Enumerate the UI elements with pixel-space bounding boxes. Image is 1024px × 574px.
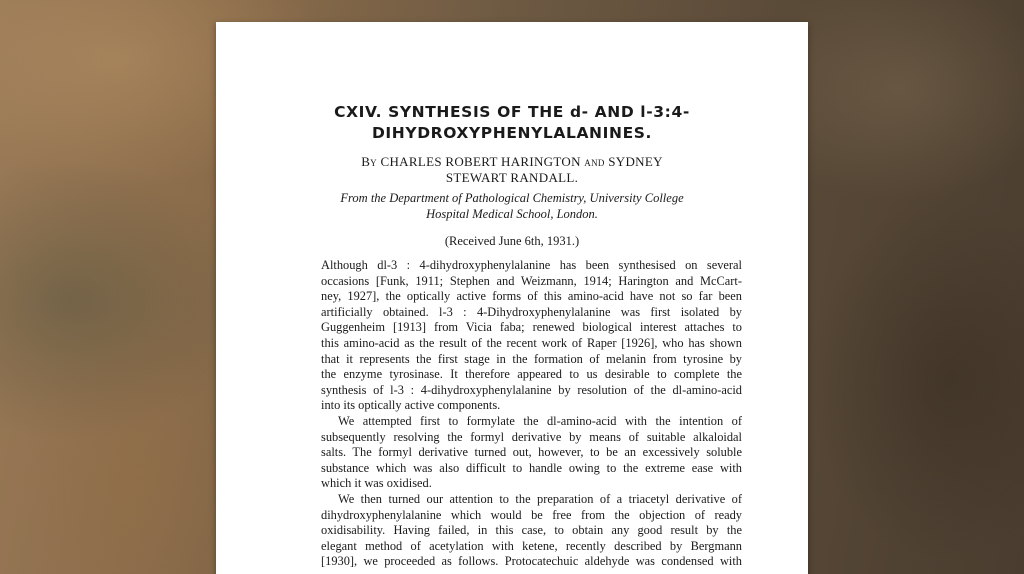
body-line: We attempted first to formylate the dl-amino-acid with the intention of bbox=[338, 413, 742, 428]
body-line: substance which was also difficult to handle owing to the extreme ease with bbox=[321, 460, 742, 475]
body-line: salts. The formyl derivative turned out, however, to be an excessively soluble bbox=[321, 445, 742, 460]
body-line: Although dl-3 : 4-dihydroxyphenylalanine has been synthesised on several bbox=[321, 258, 742, 272]
body-text bbox=[321, 258, 742, 570]
authors-line-1: By CHARLES ROBERT HARINGTON and SYDNEY bbox=[361, 154, 663, 169]
body-line: subsequently resolving the formyl derivative by means of suitable alkaloidal bbox=[321, 429, 742, 444]
body-line: Guggenheim [1913] from Vicia faba; renewed biological interest attaches to bbox=[321, 320, 742, 335]
received-date: (Received June 6th, 1931.) bbox=[444, 234, 580, 248]
body-line: the enzyme tyrosinase. It therefore appeared to us desirable to complete the bbox=[321, 367, 742, 382]
body-line: which it was oxidised. bbox=[321, 476, 432, 491]
body-line: artificially obtained. l-3 : 4-Dihydroxyphenylalanine was first isolated by bbox=[321, 304, 742, 319]
affiliation-line-2: Hospital Medical School, London. bbox=[426, 207, 598, 221]
body-line: elegant method of acetylation with ketene, recently described by Bergmann bbox=[321, 538, 742, 553]
author-byline bbox=[216, 154, 808, 186]
affiliation-line-1: From the Department of Pathological Chemistry, University College bbox=[340, 191, 684, 205]
body-line: occasions [Funk, 1911; Stephen and Weizmann, 1914; Harington and McCart- bbox=[321, 273, 742, 288]
body-line: dihydroxyphenylalanine which would be free from the objection of ready bbox=[321, 507, 742, 522]
body-line: that it represents the first stage in the formation of melanin from tyrosine by bbox=[321, 351, 742, 366]
paper-title bbox=[216, 102, 808, 144]
body-line: oxidisability. Having failed, in this case, to obtain any good result by the bbox=[321, 523, 742, 538]
title-line-1: CXIV. SYNTHESIS OF THE d- AND l-3:4- bbox=[334, 103, 690, 121]
paper-page bbox=[216, 22, 808, 574]
authors-line-2: STEWART RANDALL. bbox=[445, 170, 579, 185]
body-line: synthesis of l-3 : 4-dihydroxyphenylalanine by resolution of the dl-amino-acid bbox=[321, 382, 742, 397]
body-line: into its optically active components. bbox=[321, 398, 501, 413]
body-line: ney, 1927], the optically active forms of this amino-acid have not so far been bbox=[321, 289, 742, 304]
body-line: We then turned our attention to the preparation of a triacetyl derivative of bbox=[338, 491, 742, 506]
affiliation bbox=[216, 190, 808, 222]
body-line: this amino-acid as the result of the recent work of Raper [1926], who has shown bbox=[321, 335, 742, 350]
body-line: [1930], we proceeded as follows. Protocatechuic aldehyde was condensed with bbox=[321, 554, 742, 569]
title-line-2: DIHYDROXYPHENYLALANINES. bbox=[371, 124, 653, 142]
